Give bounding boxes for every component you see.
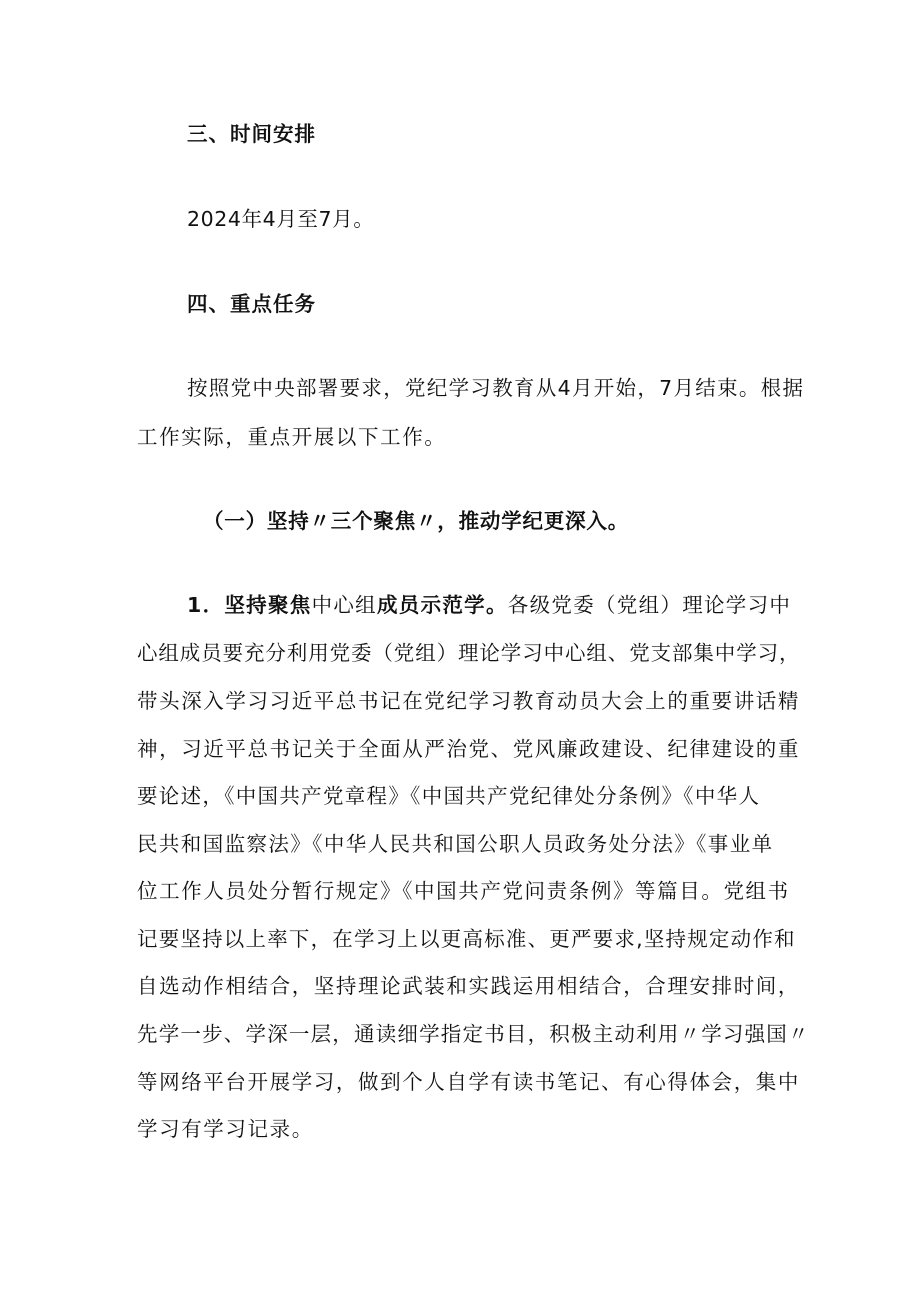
item-1-line: 等网络平台开展学习，做到个人自学有读书笔记、有心得体会，集中 [137, 1070, 800, 1094]
item-1-title-mid: 中心组 [311, 593, 377, 617]
item-1-first-line-rest: 各级党委（党组）理论学习中 [507, 593, 792, 617]
subheading-1: （一）坚持〃三个聚焦〃，推动学纪更深入。 [203, 509, 629, 533]
section-3-heading: 三、时间安排 [187, 122, 316, 146]
intro-paragraph-line-1: 按照党中央部署要求，党纪学习教育从4月开始，7月结束。根据 [187, 376, 805, 400]
item-1-line: 带头深入学习习近平总书记在党纪学习教育动员大会上的重要讲话精 [137, 689, 800, 713]
item-1-line: 民共和国监察法》《中华人民共和国公职人员政务处分法》《事业单 [137, 832, 774, 856]
item-1-first-line [187, 590, 791, 620]
item-1-line: 学习有学习记录。 [137, 1117, 314, 1141]
item-1-title-b: 成员示范学。 [376, 593, 508, 617]
intro-paragraph-line-2: 工作实际，重点开展以下工作。 [137, 425, 447, 449]
item-1-line: 先学一步、学深一层，通读细学指定书目，积极主动利用〃学习强国〃 [137, 1022, 810, 1046]
item-1-line: 自选动作相结合，坚持理论武装和实践运用相结合，合理安排时间， [137, 974, 800, 998]
item-1-number: 1． [187, 593, 225, 617]
section-4-heading: 四、重点任务 [187, 292, 316, 316]
item-1-line: 神，习近平总书记关于全面从严治党、党风廉政建设、纪律建设的重 [137, 737, 800, 761]
item-1-line: 要论述，《中国共产党章程》《中国共产党纪律处分条例》《中华人 [137, 784, 761, 808]
item-1-line: 心组成员要充分利用党委（党组）理论学习中心组、党支部集中学习， [137, 641, 801, 665]
item-1-line: 记要坚持以上率下，在学习上以更高标准、更严要求,坚持规定动作和 [137, 927, 796, 951]
section-3-content: 2024年4月至7月。 [187, 207, 375, 231]
item-1-title-a: 坚持聚焦 [224, 593, 312, 617]
item-1-line: 位工作人员处分暂行规定》《中国共产党问责条例》等篇目。党组书 [137, 879, 790, 903]
